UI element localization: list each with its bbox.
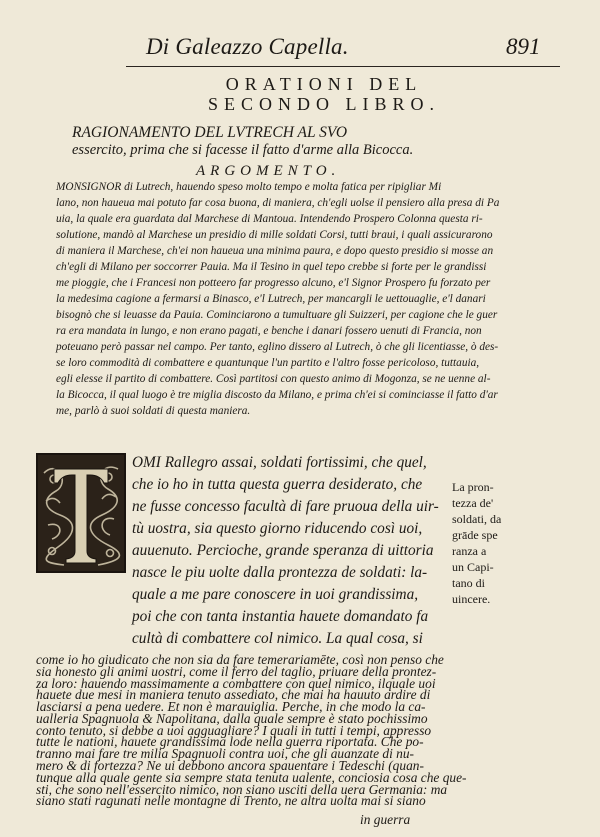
catchword: in guerra <box>360 812 411 827</box>
oration-line: tranno mai fare tre milia Spagnuoli contra uoi, che gli auanzate di nu- <box>36 746 415 762</box>
section-title-line2: SECONDO LIBRO. <box>207 94 440 114</box>
page-number: 891 <box>506 34 541 59</box>
oration-heading: RAGIONAMENTO DEL LVTRECH AL SVO <box>72 124 348 141</box>
oration-line: tutte le nationi, hauete grandissima lode nella guerra riportata. Che po- <box>36 734 424 750</box>
running-head: Di Galeazzo Capella. <box>146 34 349 59</box>
margin-note-line: ranza a <box>452 544 487 558</box>
argomento-line: egli elesse il partito di combattere. Così partitosi con questo animo di Mogonza, se ne uenne al- <box>56 373 491 385</box>
margin-note-line: tezza de' <box>452 496 494 510</box>
oration-line: conto tenuto, si debbe a uoi agguagliare? I quali in tutti i tempi, appresso <box>36 722 432 738</box>
oration-line: hauete due mesi in maniera tenuto assediato, che mai ha hauuto ardire di <box>36 687 431 703</box>
oration-line: ne fusse concesso facultà di fare pruoua della uir- <box>132 498 439 515</box>
argomento-line: ra era mandata in lungo, e non erano pagati, e benche i danari fossero uenuti di Francia, non <box>56 325 482 337</box>
oration-line: come io ho giudicato che non sia da fare temerariamēte, così non penso che <box>36 652 444 667</box>
margin-note-line: uincere. <box>452 592 491 606</box>
oration-line: siano stati ragunati nelle montagne di Trento, ne altra uolta mai si siano <box>36 793 426 809</box>
oration-line: cultà di combattere col nimico. La qual cosa, si <box>132 630 423 647</box>
argomento-line: di maniera il Marchese, ch'ei non haueua una minima paura, e dopo questo presidio si mosse an <box>56 245 494 257</box>
oration-line: nasce le piu uolte dalla prontezza de soldati: la- <box>132 564 428 581</box>
header-rule <box>126 66 560 67</box>
oration-line: OMI Rallegro assai, soldati fortissimi, che quel, <box>132 454 427 471</box>
argomento-line: la Bicocca, il qual luogo è tre miglia discosto da Milano, e prima ch'ei si cominciasse il fatto d'ar <box>56 389 498 401</box>
argomento-line: lano, non haueua mai potuto far cosa buona, di maniera, ch'egli uolse il pensiero alla presa di Pa <box>56 197 500 209</box>
oration-line: che io ho in tutta questa guerra desiderato, che <box>132 476 423 493</box>
oration-line: quale a me pare conoscere in uoi grandissima, <box>132 586 419 603</box>
oration-line: lasciarsi a pena uedere. Et non è marauiglia. Perche, in che modo la ca- <box>36 699 426 715</box>
argomento-title: ARGOMENTO. <box>196 163 341 179</box>
oration-subheading: essercito, prima che si facesse il fatto d'arme alla Bicocca. <box>72 142 414 158</box>
argomento-line: se loro commodità di combattere e quantunque l'un partito e l'altro fosse pericoloso, tuttauia, <box>56 357 480 369</box>
oration-line: ualleria Spagnuola & Napolitana, dalla quale sempre è stato pochissimo <box>36 710 428 726</box>
oration-line: tunque alla quale gente sia sempre stata tenuta ualente, conciosia cosa che que- <box>36 769 467 785</box>
oration-line: auuenuto. Percioche, grande speranza di uittoria <box>132 542 434 559</box>
decorated-initial-t <box>36 453 126 573</box>
oration-line: sia honesto gli animi uostri, come il ferro del taglio, priuare della prontez- <box>36 663 437 679</box>
argomento-line: la medesima cagione a fermarsi a Binasco, e'l Lutrech, per mancargli le uettouaglie, e'l danari <box>56 293 486 305</box>
oration-line: tù uostra, sia questo giorno riducendo così uoi, <box>132 520 423 537</box>
argomento-line: uia, la quale era guardata dal Marchese di Mantoua. Intendendo Prospero Colonna questa ri- <box>56 213 483 225</box>
argomento-line: me, parlò à suoi soldati di questa maniera. <box>56 405 251 417</box>
oration-line: za loro: hauendo massimamente a combattere con quel nimico, ilquale uoi <box>36 675 436 691</box>
argomento-line: bisognò che si leuasse da Pauia. Cominciarono a tumultuare gli Suizzeri, per cagione che le guer <box>56 309 498 321</box>
argomento-line: ch'egli di Milano per soccorrer Pauia. Ma il Tesino in quel tepo crebbe si forte per le grandissi <box>56 261 487 273</box>
margin-note-line: grāde spe <box>452 528 498 542</box>
margin-note-line: un Capi- <box>452 560 494 574</box>
oration-line: sti, che sono nell'essercito nimico, non siano usciti della uera Germania: ma <box>36 781 448 797</box>
argomento-line: solutione, mandò al Marchese un presidio di mille soldati Corsi, tutti braui, i quali assicurarono <box>56 229 493 241</box>
argomento-line: me pioggie, che i Francesi non potteero far progresso alcuno, e'l Signor Prospero fu forzato per <box>56 277 491 289</box>
margin-note-line: La pron- <box>452 480 494 494</box>
oration-line: mero & di fortezza? Ne ui debbono ancora spauentare i Tedeschi (quan- <box>36 757 424 773</box>
argomento-line: MONSIGNOR di Lutrech, hauendo speso molto tempo e molta fatica per ripigliar Mi <box>56 181 442 193</box>
section-title-line1: ORATIONI DEL <box>225 74 423 94</box>
margin-note-line: tano di <box>452 576 485 590</box>
foliage-ornament-icon <box>38 455 124 571</box>
oration-line: poi che con tanta instantia hauete domandato fa <box>132 608 429 625</box>
margin-note-line: soldati, da <box>452 512 502 526</box>
argomento-line: poteuano però passar nel campo. Per tanto, eglino dissero al Lutrech, ò che gli licentiasse, ò des- <box>56 341 499 353</box>
